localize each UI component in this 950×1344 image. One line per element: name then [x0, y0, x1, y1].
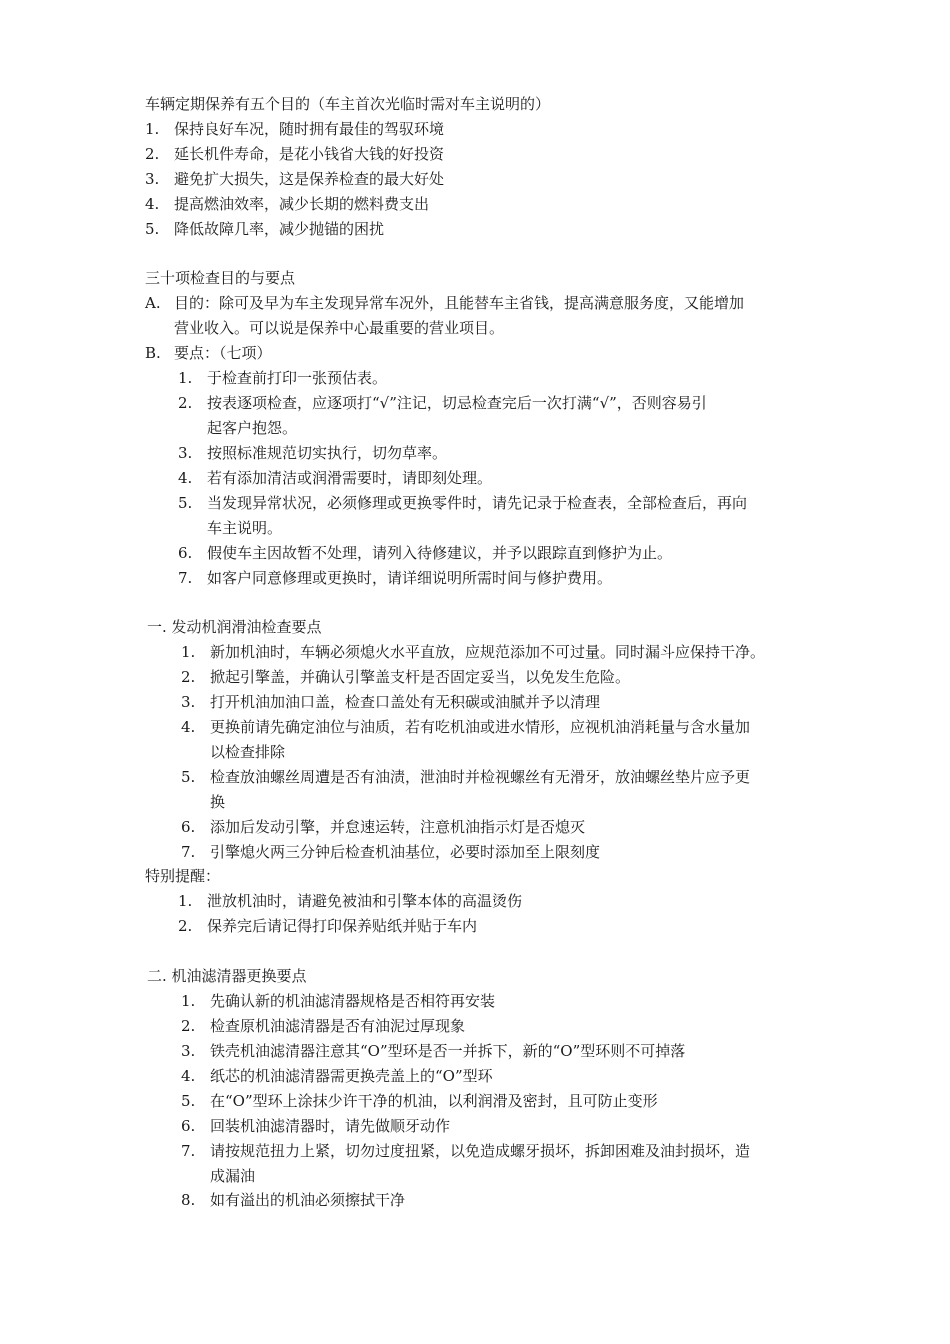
oil-filter-item-num: 4.: [181, 1067, 196, 1085]
thirty-item-num: 1.: [178, 369, 193, 387]
thirty-item-text: 起客户抱怨。: [207, 419, 298, 437]
oil-filter-item-num: 3.: [181, 1042, 196, 1060]
reminder-num: 1.: [178, 892, 193, 910]
engine-oil-item-num: 2.: [181, 668, 196, 686]
engine-oil-item-text: 换: [210, 793, 226, 811]
oil-filter-item-text: 在“O”型环上涂抹少许干净的机油，以利润滑及密封，且可防止变形: [210, 1092, 658, 1110]
engine-oil-title: 一. 发动机润滑油检查要点: [147, 618, 322, 636]
intro-item-num: 3.: [145, 170, 160, 188]
thirty-item-num: 3.: [178, 444, 193, 462]
thirty-item-text: 假使车主因故暂不处理，请列入待修建议，并予以跟踪直到修护为止。: [207, 544, 673, 562]
intro-item-text: 延长机件寿命，是花小钱省大钱的好投资: [174, 145, 445, 163]
intro-item-num: 1.: [145, 120, 160, 138]
oil-filter-title: 二. 机油滤清器更换要点: [147, 967, 307, 985]
engine-oil-item-num: 7.: [181, 843, 196, 861]
engine-oil-item-text: 打开机油加油口盖，检查口盖处有无积碳或油腻并予以清理: [210, 693, 601, 711]
thirty-title: 三十项检查目的与要点: [145, 269, 296, 287]
reminder-text: 泄放机油时，请避免被油和引擎本体的高温烫伤: [207, 892, 523, 910]
engine-oil-item-text: 以检查排除: [210, 743, 286, 761]
oil-filter-item-text: 纸芯的机油滤清器需更换壳盖上的“O”型环: [210, 1067, 493, 1085]
intro-item-text: 避免扩大损失，这是保养检查的最大好处: [174, 170, 445, 188]
thirty-item-text: 按表逐项检查，应逐项打“√”注记，切忌检查完后一次打满“√”，否则容易引: [207, 394, 707, 412]
intro-item-text: 保持良好车况，随时拥有最佳的驾驭环境: [174, 120, 445, 138]
intro-item-text: 提高燃油效率，减少长期的燃料费支出: [174, 195, 430, 213]
engine-oil-item-text: 更换前请先确定油位与油质，若有吃机油或进水情形，应视机油消耗量与含水量加: [210, 718, 751, 736]
thirty-item-num: 6.: [178, 544, 193, 562]
oil-filter-item-text: 先确认新的机油滤清器规格是否相符再安装: [210, 992, 496, 1010]
oil-filter-item-num: 1.: [181, 992, 196, 1010]
engine-oil-item-num: 6.: [181, 818, 196, 836]
reminder-text: 保养完后请记得打印保养贴纸并贴于车内: [207, 917, 478, 935]
intro-item-text: 降低故障几率，减少抛锚的困扰: [174, 220, 385, 238]
engine-oil-item-num: 3.: [181, 693, 196, 711]
oil-filter-item-text: 检查原机油滤清器是否有油泥过厚现象: [210, 1017, 466, 1035]
engine-oil-item-num: 4.: [181, 718, 196, 736]
intro-item-num: 4.: [145, 195, 160, 213]
intro-item-num: 5.: [145, 220, 160, 238]
thirty-item-num: 5.: [178, 494, 193, 512]
engine-oil-item-text: 添加后发动引擎，并怠速运转，注意机油指示灯是否熄灭: [210, 818, 586, 836]
engine-oil-item-num: 5.: [181, 768, 196, 786]
oil-filter-item-num: 8.: [181, 1191, 196, 1209]
engine-oil-item-text: 引擎熄火两三分钟后检查机油基位，必要时添加至上限刻度: [210, 843, 601, 861]
thirty-a-line1: 目的：除可及早为车主发现异常车况外，且能替车主省钱，提高满意服务度，又能增加: [174, 294, 745, 312]
engine-oil-item-text: 检查放油螺丝周遭是否有油渍，泄油时并检视螺丝有无滑牙，放油螺丝垫片应予更: [210, 768, 751, 786]
thirty-a-line2: 营业收入。可以说是保养中心最重要的营业项目。: [174, 319, 505, 337]
thirty-item-text: 如客户同意修理或更换时，请详细说明所需时间与修护费用。: [207, 569, 613, 587]
thirty-item-text: 于检查前打印一张预估表。: [207, 369, 388, 387]
oil-filter-item-num: 6.: [181, 1117, 196, 1135]
engine-oil-item-text: 掀起引擎盖，并确认引擎盖支杆是否固定妥当，以免发生危险。: [210, 668, 631, 686]
oil-filter-item-text: 请按规范扭力上紧，切勿过度扭紧，以免造成螺牙损坏，拆卸困难及油封损坏，造: [210, 1142, 751, 1160]
oil-filter-item-num: 2.: [181, 1017, 196, 1035]
thirty-item-text: 按照标准规范切实执行，切勿草率。: [207, 444, 448, 462]
thirty-item-num: 4.: [178, 469, 193, 487]
thirty-item-text: 车主说明。: [207, 519, 283, 537]
oil-filter-item-text: 成漏油: [210, 1167, 256, 1185]
oil-filter-item-num: 5.: [181, 1092, 196, 1110]
intro-title: 车辆定期保养有五个目的（车主首次光临时需对车主说明的）: [145, 95, 551, 113]
thirty-item-num: 7.: [178, 569, 193, 587]
thirty-a-label: A.: [145, 294, 161, 312]
oil-filter-item-text: 铁壳机油滤清器注意其“O”型环是否一并拆下，新的“O”型环则不可掉落: [210, 1042, 686, 1060]
thirty-b-label: B.: [145, 344, 161, 362]
engine-oil-item-text: 新加机油时，车辆必须熄火水平直放，应规范添加不可过量。同时漏斗应保持干净。: [210, 643, 766, 661]
thirty-item-text: 若有添加清洁或润滑需要时，请即刻处理。: [207, 469, 493, 487]
oil-filter-item-text: 如有溢出的机油必须擦拭干净: [210, 1191, 406, 1209]
oil-filter-item-num: 7.: [181, 1142, 196, 1160]
reminder-num: 2.: [178, 917, 193, 935]
intro-item-num: 2.: [145, 145, 160, 163]
thirty-item-text: 当发现异常状况，必须修理或更换零件时，请先记录于检查表，全部检查后，再向: [207, 494, 748, 512]
thirty-item-num: 2.: [178, 394, 193, 412]
thirty-b-text: 要点：（七项）: [174, 344, 272, 362]
oil-filter-item-text: 回装机油滤清器时，请先做顺牙动作: [210, 1117, 451, 1135]
reminder-title: 特别提醒：: [145, 867, 221, 885]
engine-oil-item-num: 1.: [181, 643, 196, 661]
